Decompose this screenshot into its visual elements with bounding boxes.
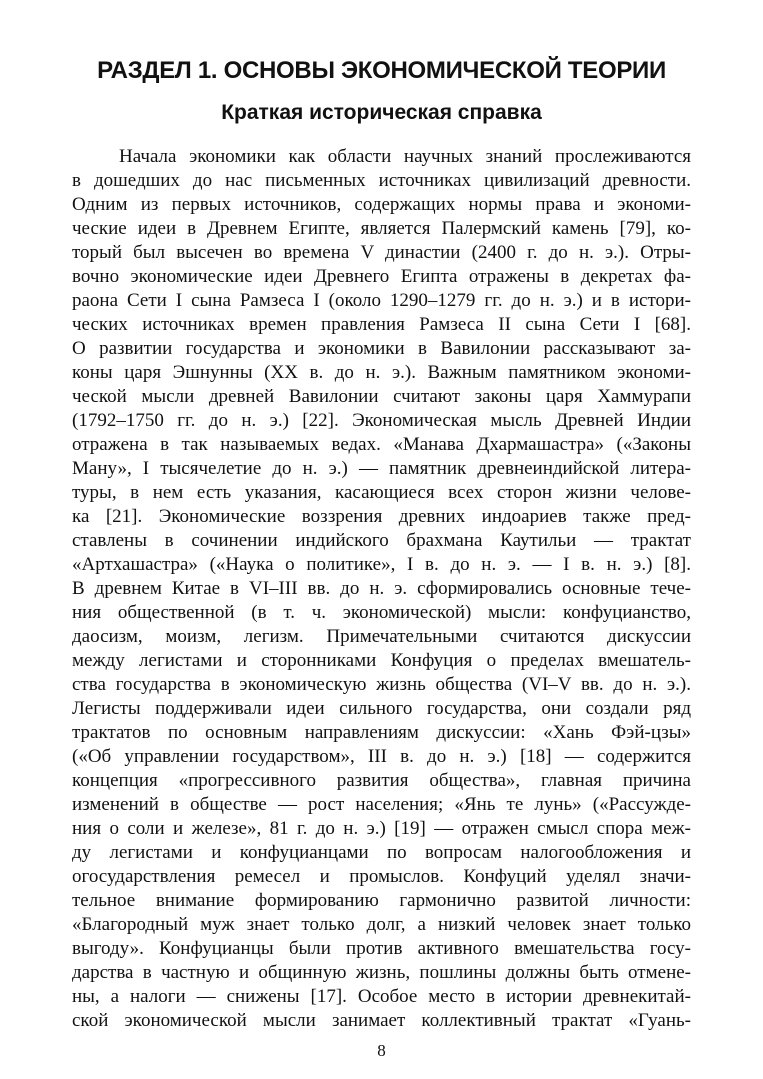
text-line: туры, в нем есть указания, касающиеся всех сторон жизни челове- (72, 482, 691, 503)
text-line: «Благородный муж знает только долг, а низкий человек знает только (72, 914, 691, 935)
text-line: (1792–1750 гг. до н. э.) [22]. Экономическая мысль Древней Индии (72, 410, 691, 431)
text-line: даосизм, моизм, легизм. Примечательными считаются дискуссии (72, 626, 691, 647)
text-line: тельное внимание формированию гармонично развитой личности: (72, 890, 691, 911)
text-line: Ману», I тысячелетие до н. э.) — памятник древнеиндийской литера- (72, 458, 691, 479)
text-line: ка [21]. Экономические воззрения древних индоариев также пред- (72, 506, 691, 527)
text-line: раона Сети I сына Рамзеса I (около 1290–1279 гг. до н. э.) и в истори- (72, 290, 691, 311)
text-line: («Об управлении государством», III в. до н. э.) [18] — содержится (72, 746, 691, 767)
text-line: В древнем Китае в VI–III вв. до н. э. сформировались основные тече- (72, 578, 691, 599)
text-line: ния о соли и железе», 81 г. до н. э.) [19] — отражен смысл спора меж- (72, 818, 691, 839)
text-line: вочно экономические идеи Древнего Египта отражены в декретах фа- (72, 266, 691, 287)
text-line: в дошедших до нас письменных источниках цивилизаций древности. (72, 170, 691, 191)
text-line: ской экономической мысли занимает коллективный трактат «Гуань- (72, 1010, 691, 1031)
text-line: Начала экономики как области научных знаний прослеживаются (119, 146, 691, 167)
text-line: ния общественной (в т. ч. экономической) мысли: конфуцианство, (72, 602, 691, 623)
section-title: РАЗДЕЛ 1. ОСНОВЫ ЭКОНОМИЧЕСКОЙ ТЕОРИИ (97, 57, 666, 84)
subsection-title: Краткая историческая справка (221, 101, 542, 124)
text-line: ства государства в экономическую жизнь общества (VI–V вв. до н. э.). (72, 674, 691, 695)
text-line: ческой мысли древней Вавилонии считают законы царя Хаммурапи (72, 386, 691, 407)
text-line: Легисты поддерживали идеи сильного государства, они создали ряд (72, 698, 691, 719)
text-line: ческие идеи в Древнем Египте, является Палермский камень [79], ко- (72, 218, 691, 239)
text-line: торый был высечен во времена V династии (2400 г. до н. э.). Отры- (72, 242, 691, 263)
text-line: изменений в обществе — рост населения; «Янь те лунь» («Рассужде- (72, 794, 691, 815)
text-line: коны царя Эшнунны (XX в. до н. э.). Важным памятником экономи- (72, 362, 691, 383)
text-line: ду легистами и конфуцианцами по вопросам налогообложения и (72, 842, 691, 863)
text-line: «Артхашастра» («Наука о политике», I в. до н. э. — I в. н. э.) [8]. (72, 554, 691, 575)
text-line: концепция «прогрессивного развития общества», главная причина (72, 770, 691, 791)
page-number: 8 (377, 1041, 386, 1060)
text-line: выгоду». Конфуцианцы были против активного вмешательства госу- (72, 938, 691, 959)
text-line: Одним из первых источников, содержащих нормы права и экономи- (72, 194, 691, 215)
body-paragraph (72, 145, 691, 1033)
text-line: огосударствления ремесел и промыслов. Конфуций уделял значи- (72, 866, 691, 887)
text-line: ны, а налоги — снижены [17]. Особое место в истории древнекитай- (72, 986, 691, 1007)
text-line: отражена в так называемых ведах. «Манава Дхармашастра» («Законы (72, 434, 691, 455)
text-line: дарства в частную и общинную жизнь, пошлины должны быть отмене- (72, 962, 691, 983)
text-line: трактатов по основным направлениям дискуссии: «Хань Фэй-цзы» (72, 722, 691, 743)
text-line: ставлены в сочинении индийского брахмана Каутильи — трактат (72, 530, 691, 551)
text-line: О развитии государства и экономики в Вавилонии рассказывают за- (72, 338, 691, 359)
text-line: между легистами и сторонниками Конфуция о пределах вмешатель- (72, 650, 691, 671)
text-line: ческих источниках времен правления Рамзеса II сына Сети I [68]. (72, 314, 691, 335)
